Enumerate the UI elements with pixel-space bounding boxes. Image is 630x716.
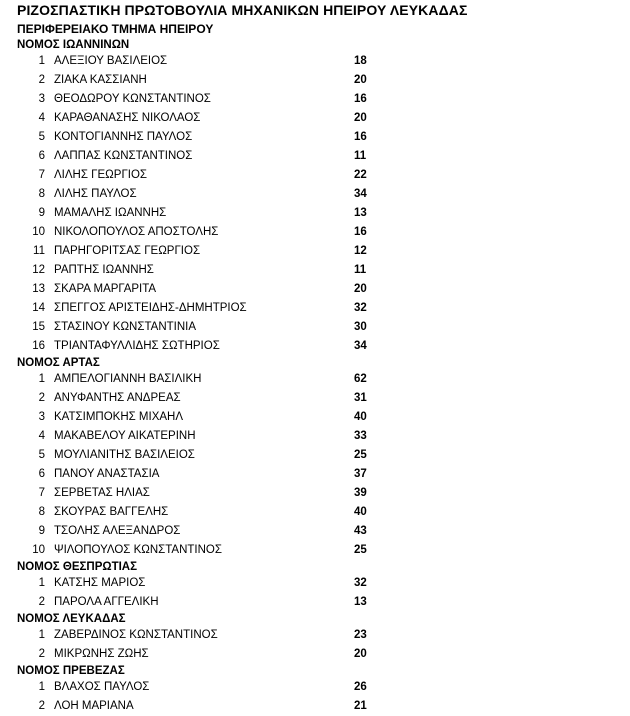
- candidate-name: ΘΕΟΔΩΡΟΥ ΚΩΝΣΤΑΝΤΙΝΟΣ: [54, 93, 211, 105]
- vote-count: 34: [354, 340, 367, 352]
- row-number: 3: [38, 93, 45, 105]
- vote-count: 16: [354, 226, 367, 238]
- row-number: 6: [38, 468, 45, 480]
- row-number: 4: [38, 112, 45, 124]
- candidate-name: ΜΟΥΛΙΑΝΙΤΗΣ ΒΑΣΙΛΕΙΟΣ: [54, 449, 195, 461]
- candidate-name: ΡΑΠΤΗΣ ΙΩΑΝΝΗΣ: [54, 264, 154, 276]
- list-item: [0, 574, 630, 593]
- vote-count: 37: [354, 468, 367, 480]
- vote-count: 32: [354, 577, 367, 589]
- vote-count: 23: [354, 629, 367, 641]
- row-number: 2: [38, 700, 45, 712]
- list-item: [0, 446, 630, 465]
- section-heading: ΝΟΜΟΣ ΛΕΥΚΑΔΑΣ: [17, 613, 126, 625]
- row-number: 1: [38, 577, 45, 589]
- vote-count: 39: [354, 487, 367, 499]
- row-number: 10: [32, 544, 45, 556]
- candidate-name: ΛΙΛΗΣ ΠΑΥΛΟΣ: [54, 188, 137, 200]
- row-number: 1: [38, 681, 45, 693]
- row-number: 15: [32, 321, 45, 333]
- list-item: [0, 484, 630, 503]
- row-number: 1: [38, 373, 45, 385]
- row-number: 12: [32, 264, 45, 276]
- candidate-name: ΚΑΤΣΗΣ ΜΑΡΙΟΣ: [54, 577, 146, 589]
- candidate-name: ΤΡΙΑΝΤΑΦΥΛΛΙΔΗΣ ΣΩΤΗΡΙΟΣ: [54, 340, 220, 352]
- candidate-list: [0, 38, 630, 716]
- list-item: [0, 389, 630, 408]
- vote-count: 13: [354, 207, 367, 219]
- candidate-name: ΖΙΑΚΑ ΚΑΣΣΙΑΝΗ: [54, 74, 147, 86]
- row-number: 14: [32, 302, 45, 314]
- vote-count: 40: [354, 411, 367, 423]
- row-number: 13: [32, 283, 45, 295]
- vote-count: 25: [354, 544, 367, 556]
- row-number: 2: [38, 392, 45, 404]
- candidate-name: ΠΑΝΟΥ ΑΝΑΣΤΑΣΙΑ: [54, 468, 160, 480]
- vote-count: 26: [354, 681, 367, 693]
- row-number: 8: [38, 188, 45, 200]
- list-item: [0, 261, 630, 280]
- row-number: 4: [38, 430, 45, 442]
- list-item: [0, 593, 630, 612]
- list-item: [0, 90, 630, 109]
- list-item: [0, 128, 630, 147]
- candidate-name: ΤΣΟΛΗΣ ΑΛΕΞΑΝΔΡΟΣ: [54, 525, 181, 537]
- vote-count: 16: [354, 93, 367, 105]
- row-number: 2: [38, 74, 45, 86]
- list-item: [0, 503, 630, 522]
- candidate-name: ΚΑΤΣΙΜΠΟΚΗΣ ΜΙΧΑΗΛ: [54, 411, 184, 423]
- section: [0, 612, 630, 664]
- section: [0, 560, 630, 612]
- candidate-name: ΠΑΡΗΓΟΡΙΤΣΑΣ ΓΕΩΡΓΙΟΣ: [54, 245, 201, 257]
- candidate-name: ΚΟΝΤΟΓΙΑΝΝΗΣ ΠΑΥΛΟΣ: [54, 131, 193, 143]
- row-number: 2: [38, 596, 45, 608]
- vote-count: 20: [354, 283, 367, 295]
- list-item: [0, 522, 630, 541]
- document-subtitle: ΠΕΡΙΦΕΡΕΙΑΚΟ ΤΜΗΜΑ ΗΠΕΙΡΟΥ: [17, 22, 214, 36]
- vote-count: 20: [354, 112, 367, 124]
- list-item: [0, 626, 630, 645]
- list-item: [0, 52, 630, 71]
- row-number: 5: [38, 131, 45, 143]
- vote-count: 11: [354, 264, 367, 276]
- list-item: [0, 204, 630, 223]
- row-number: 11: [33, 245, 45, 257]
- list-item: [0, 318, 630, 337]
- row-number: 9: [38, 207, 45, 219]
- candidate-name: ΝΙΚΟΛΟΠΟΥΛΟΣ ΑΠΟΣΤΟΛΗΣ: [54, 226, 219, 238]
- vote-count: 62: [354, 373, 367, 385]
- candidate-name: ΛΙΛΗΣ ΓΕΩΡΓΙΟΣ: [54, 169, 148, 181]
- vote-count: 12: [354, 245, 367, 257]
- candidate-name: ΛΟΗ ΜΑΡΙΑΝΑ: [54, 700, 134, 712]
- list-item: [0, 678, 630, 697]
- list-item: [0, 223, 630, 242]
- list-item: [0, 541, 630, 560]
- vote-count: 40: [354, 506, 367, 518]
- row-number: 2: [38, 648, 45, 660]
- vote-count: 30: [354, 321, 367, 333]
- vote-count: 11: [354, 150, 367, 162]
- candidate-name: ΜΑΜΑΛΗΣ ΙΩΑΝΝΗΣ: [54, 207, 167, 219]
- vote-count: 20: [354, 74, 367, 86]
- list-item: [0, 71, 630, 90]
- list-item: [0, 242, 630, 261]
- row-number: 5: [38, 449, 45, 461]
- list-item: [0, 370, 630, 389]
- candidate-name: ΣΕΡΒΕΤΑΣ ΗΛΙΑΣ: [54, 487, 150, 499]
- row-number: 6: [38, 150, 45, 162]
- row-number: 1: [38, 629, 45, 641]
- row-number: 10: [32, 226, 45, 238]
- candidate-name: ΠΑΡΟΛΑ ΑΓΓΕΛΙΚΗ: [54, 596, 159, 608]
- list-item: [0, 185, 630, 204]
- vote-count: 43: [354, 525, 367, 537]
- section-heading: ΝΟΜΟΣ ΠΡΕΒΕΖΑΣ: [17, 665, 125, 677]
- candidate-name: ΚΑΡΑΘΑΝΑΣΗΣ ΝΙΚΟΛΑΟΣ: [54, 112, 201, 124]
- section-heading: ΝΟΜΟΣ ΙΩΑΝΝΙΝΩΝ: [17, 39, 130, 51]
- row-number: 9: [38, 525, 45, 537]
- row-number: 8: [38, 506, 45, 518]
- row-number: 1: [38, 55, 45, 67]
- vote-count: 22: [354, 169, 367, 181]
- candidate-name: ΜΑΚΑΒΕΛΟΥ ΑΙΚΑΤΕΡΙΝΗ: [54, 430, 196, 442]
- vote-count: 31: [354, 392, 367, 404]
- list-item: [0, 465, 630, 484]
- list-item: [0, 280, 630, 299]
- vote-count: 16: [354, 131, 367, 143]
- list-item: [0, 299, 630, 318]
- section-heading: ΝΟΜΟΣ ΘΕΣΠΡΩΤΙΑΣ: [17, 561, 138, 573]
- row-number: 16: [32, 340, 45, 352]
- vote-count: 34: [354, 188, 367, 200]
- document-title: ΡΙΖΟΣΠΑΣΤΙΚΗ ΠΡΩΤΟΒΟΥΛΙΑ ΜΗΧΑΝΙΚΩΝ ΗΠΕΙΡΟΥ ΛΕΥΚΑΔΑΣ: [17, 2, 468, 18]
- candidate-name: ΖΑΒΕΡΔΙΝΟΣ ΚΩΝΣΤΑΝΤΙΝΟΣ: [54, 629, 218, 641]
- section-heading: ΝΟΜΟΣ ΑΡΤΑΣ: [17, 357, 100, 369]
- candidate-name: ΑΜΠΕΛΟΓΙΑΝΝΗ ΒΑΣΙΛΙΚΗ: [54, 373, 202, 385]
- list-item: [0, 408, 630, 427]
- candidate-name: ΣΚΟΥΡΑΣ ΒΑΓΓΕΛΗΣ: [54, 506, 169, 518]
- vote-count: 25: [354, 449, 367, 461]
- vote-count: 32: [354, 302, 367, 314]
- candidate-name: ΨΙΛΟΠΟΥΛΟΣ ΚΩΝΣΤΑΝΤΙΝΟΣ: [54, 544, 222, 556]
- candidate-name: ΑΝΥΦΑΝΤΗΣ ΑΝΔΡΕΑΣ: [54, 392, 181, 404]
- candidate-name: ΜΙΚΡΩΝΗΣ ΖΩΗΣ: [54, 648, 149, 660]
- candidate-name: ΣΚΑΡΑ ΜΑΡΓΑΡΙΤΑ: [54, 283, 157, 295]
- section: [0, 664, 630, 716]
- list-item: [0, 697, 630, 716]
- candidate-name: ΑΛΕΞΙΟΥ ΒΑΣΙΛΕΙΟΣ: [54, 55, 168, 67]
- vote-count: 21: [354, 700, 367, 712]
- section: [0, 356, 630, 560]
- section: [0, 38, 630, 356]
- candidate-name: ΛΑΠΠΑΣ ΚΩΝΣΤΑΝΤΙΝΟΣ: [54, 150, 193, 162]
- row-number: 7: [38, 169, 45, 181]
- list-item: [0, 645, 630, 664]
- vote-count: 18: [354, 55, 367, 67]
- vote-count: 20: [354, 648, 367, 660]
- list-item: [0, 147, 630, 166]
- list-item: [0, 427, 630, 446]
- vote-count: 33: [354, 430, 367, 442]
- row-number: 3: [38, 411, 45, 423]
- list-item: [0, 109, 630, 128]
- vote-count: 13: [354, 596, 367, 608]
- row-number: 7: [38, 487, 45, 499]
- list-item: [0, 166, 630, 185]
- candidate-name: ΣΠΕΓΓΟΣ ΑΡΙΣΤΕΙΔΗΣ-ΔΗΜΗΤΡΙΟΣ: [54, 302, 247, 314]
- candidate-name: ΒΛΑΧΟΣ ΠΑΥΛΟΣ: [54, 681, 150, 693]
- list-item: [0, 337, 630, 356]
- candidate-name: ΣΤΑΣΙΝΟΥ ΚΩΝΣΤΑΝΤΙΝΙΑ: [54, 321, 197, 333]
